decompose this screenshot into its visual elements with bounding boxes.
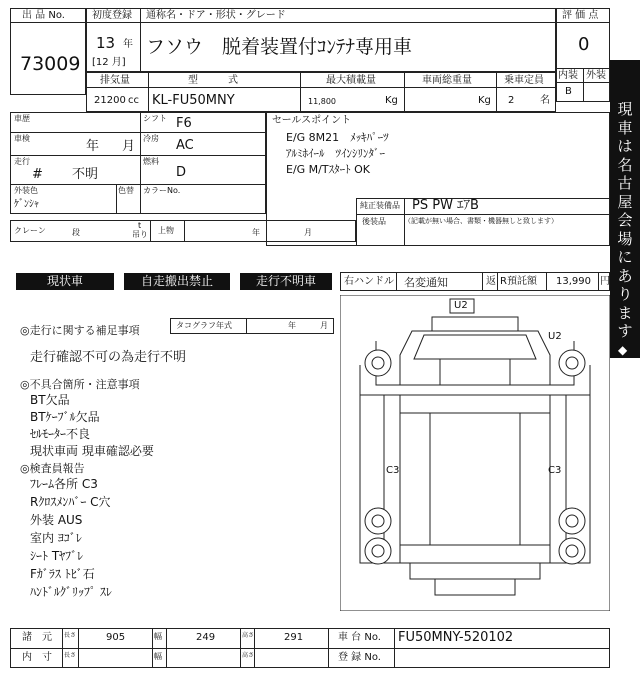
sales-points-label: セールスポイント bbox=[272, 115, 352, 126]
color-code-label: 色替 bbox=[118, 186, 134, 195]
capacity-label: 乗車定員 bbox=[504, 75, 544, 86]
sales-point-line: ｱﾙﾐﾎｲｰﾙ ﾂｲﾝｼﾘﾝﾀﾞｰ bbox=[286, 147, 385, 160]
type-value: KL-FU50MNY bbox=[152, 93, 235, 108]
defects-title: ◎不具合箇所・注意事項 bbox=[20, 378, 140, 391]
tachograph-label: タコグラフ年式 bbox=[176, 321, 232, 330]
dims-label: 諸 元 bbox=[22, 632, 52, 643]
driving-notes-text: 走行確認不可の為走行不明 bbox=[30, 350, 187, 365]
sales-point-line: E/G 8M21 ﾒｯｷﾊﾟｰﾂ bbox=[286, 131, 389, 144]
inspector-item: Fｶﾞﾗｽ ﾄﾋﾞ石 bbox=[30, 567, 95, 581]
gross-weight-unit: Kg bbox=[478, 95, 491, 106]
displacement-unit: cc bbox=[128, 95, 139, 106]
height-label: 高さ bbox=[242, 632, 255, 639]
model-name-label: 通称名・ドア・形状・グレード bbox=[146, 10, 286, 21]
first-reg-year: 13 bbox=[96, 34, 116, 52]
handle-value: 右ハンドル bbox=[344, 276, 394, 287]
equipment-value: PS PW ｴｱB bbox=[412, 198, 479, 213]
color-value: ｹﾞﾝｼｬ bbox=[14, 199, 39, 210]
inspector-item: 室内 ﾖｺﾞﾚ bbox=[30, 531, 82, 545]
crane-stage-unit: 段 bbox=[72, 228, 80, 237]
capacity-value: 2 bbox=[508, 95, 515, 106]
equipment-label: 純正装備品 bbox=[360, 201, 400, 210]
reg-label: 登 録 No. bbox=[338, 652, 381, 663]
height-value: 291 bbox=[284, 632, 304, 643]
tachograph-month-unit: 月 bbox=[320, 321, 328, 330]
score-value: 0 bbox=[578, 34, 590, 55]
mark-u2-right: U2 bbox=[548, 331, 562, 342]
chassis-label: 車 台 No. bbox=[338, 632, 381, 643]
fuel-value: D bbox=[176, 165, 187, 180]
upper-label: 上物 bbox=[158, 226, 174, 235]
length-value: 905 bbox=[106, 632, 126, 643]
inner-label: 内 寸 bbox=[22, 652, 52, 663]
mileage-mark: # bbox=[32, 167, 43, 182]
inner-length-label: 長さ bbox=[64, 652, 77, 659]
model-name: フソウ 脱着装置付ｺﾝﾃﾅ専用車 bbox=[146, 36, 413, 58]
inspection-month-unit: 月 bbox=[122, 139, 136, 154]
tax-text: R預託額 bbox=[500, 276, 537, 287]
aircon-label: 冷房 bbox=[143, 134, 159, 143]
chassis-value: FU50MNY-520102 bbox=[398, 630, 514, 645]
truck-diagram bbox=[340, 295, 610, 611]
exterior-label: 外装 bbox=[586, 70, 606, 81]
mileage-value: 不明 bbox=[72, 167, 99, 182]
displacement-value: 21200 bbox=[94, 95, 126, 106]
inspector-item: Rｸﾛｽﾒﾝﾊﾞｰ C穴 bbox=[30, 495, 111, 509]
interior-label: 内装 bbox=[558, 70, 578, 81]
score-label: 評 価 点 bbox=[562, 10, 599, 21]
mileage-label: 走行 bbox=[14, 157, 30, 166]
defect-item: ｾﾙﾓｰﾀｰ不良 bbox=[30, 427, 91, 441]
badge-as-is: 現状車 bbox=[16, 273, 114, 290]
inner-height-label: 高さ bbox=[242, 652, 255, 659]
aftermarket-label: 後装品 bbox=[362, 217, 386, 226]
lot-label: 出 品 No. bbox=[22, 10, 65, 21]
crane-hang: 吊り bbox=[132, 230, 148, 239]
interior-grade: B bbox=[565, 86, 572, 97]
width-value: 249 bbox=[196, 632, 216, 643]
type-label: 型 式 bbox=[188, 75, 238, 86]
sales-point-line: E/G M/Tｽﾀｰﾄ OK bbox=[286, 163, 370, 176]
badge-mileage-unknown: 走行不明車 bbox=[240, 273, 332, 290]
crane-ton-unit: t bbox=[138, 221, 142, 230]
color-label: 外装色 bbox=[14, 186, 38, 195]
inspector-item: ｼｰﾄ Tﾔﾌﾞﾚ bbox=[30, 549, 84, 563]
sidebar-diamond-bottom: ◆ bbox=[618, 343, 628, 357]
first-reg-year-unit: 年 bbox=[123, 39, 133, 50]
first-reg-label: 初度登録 bbox=[92, 10, 132, 21]
mark-u2-top: U2 bbox=[454, 300, 468, 311]
tachograph-year-unit: 年 bbox=[288, 321, 296, 330]
upper-year-unit: 年 bbox=[252, 228, 260, 237]
mark-c3-left: C3 bbox=[386, 465, 400, 476]
inspection-label: 車検 bbox=[14, 134, 30, 143]
defect-item: BTｹｰﾌﾞﾙ欠品 bbox=[30, 410, 100, 424]
tax-amount: 13,990 bbox=[556, 276, 591, 287]
displacement-label: 排気量 bbox=[100, 75, 130, 86]
max-load-unit: Kg bbox=[385, 95, 398, 106]
badge-no-self-drive: 自走搬出禁止 bbox=[124, 273, 230, 290]
driving-notes-title: ◎走行に関する補足事項 bbox=[20, 324, 140, 337]
first-reg-month: [12 月] bbox=[92, 57, 126, 68]
sidebar-text: 現車は名古屋会場にあります bbox=[617, 100, 633, 340]
max-load-value: 11,800 bbox=[308, 97, 336, 106]
aircon-value: AC bbox=[176, 138, 194, 153]
length-label: 長さ bbox=[64, 632, 77, 639]
inspector-item: ﾊﾝﾄﾞﾙｸﾞﾘｯﾌﾟ ｽﾚ bbox=[30, 585, 112, 599]
aftermarket-note: （記載が無い場合、書類・機器無しと致します） bbox=[404, 217, 558, 225]
defect-item: 現状車両 現車確認必要 bbox=[30, 444, 154, 458]
details-box bbox=[10, 112, 266, 214]
fuel-label: 燃料 bbox=[143, 157, 159, 166]
inspector-item: 外装 AUS bbox=[30, 513, 83, 527]
width-label: 幅 bbox=[154, 632, 162, 641]
max-load-label: 最大積載量 bbox=[326, 75, 376, 86]
inspection-year-unit: 年 bbox=[86, 139, 100, 154]
capacity-unit: 名 bbox=[540, 95, 550, 106]
crane-label: クレーン bbox=[14, 226, 46, 235]
lot-number: 73009 bbox=[20, 53, 81, 75]
defect-item: BT欠品 bbox=[30, 393, 70, 407]
inspector-title: ◎検査員報告 bbox=[20, 462, 85, 475]
inspector-item: ﾌﾚｰﾑ各所 C3 bbox=[30, 477, 98, 491]
mark-c3-right: C3 bbox=[548, 465, 562, 476]
upper-month-unit: 月 bbox=[304, 228, 312, 237]
shift-value: F6 bbox=[176, 116, 192, 131]
gross-weight-label: 車両総重量 bbox=[422, 75, 472, 86]
history-label: 車歴 bbox=[14, 114, 30, 123]
color-no-label: カラーNo. bbox=[143, 186, 181, 195]
inner-width-label: 幅 bbox=[154, 652, 162, 661]
name-change-label: 名変通知 bbox=[404, 276, 448, 289]
tax-unit: 円 bbox=[600, 276, 610, 287]
shift-label: シフト bbox=[143, 114, 167, 123]
tax-return-label: 返 bbox=[486, 276, 496, 287]
